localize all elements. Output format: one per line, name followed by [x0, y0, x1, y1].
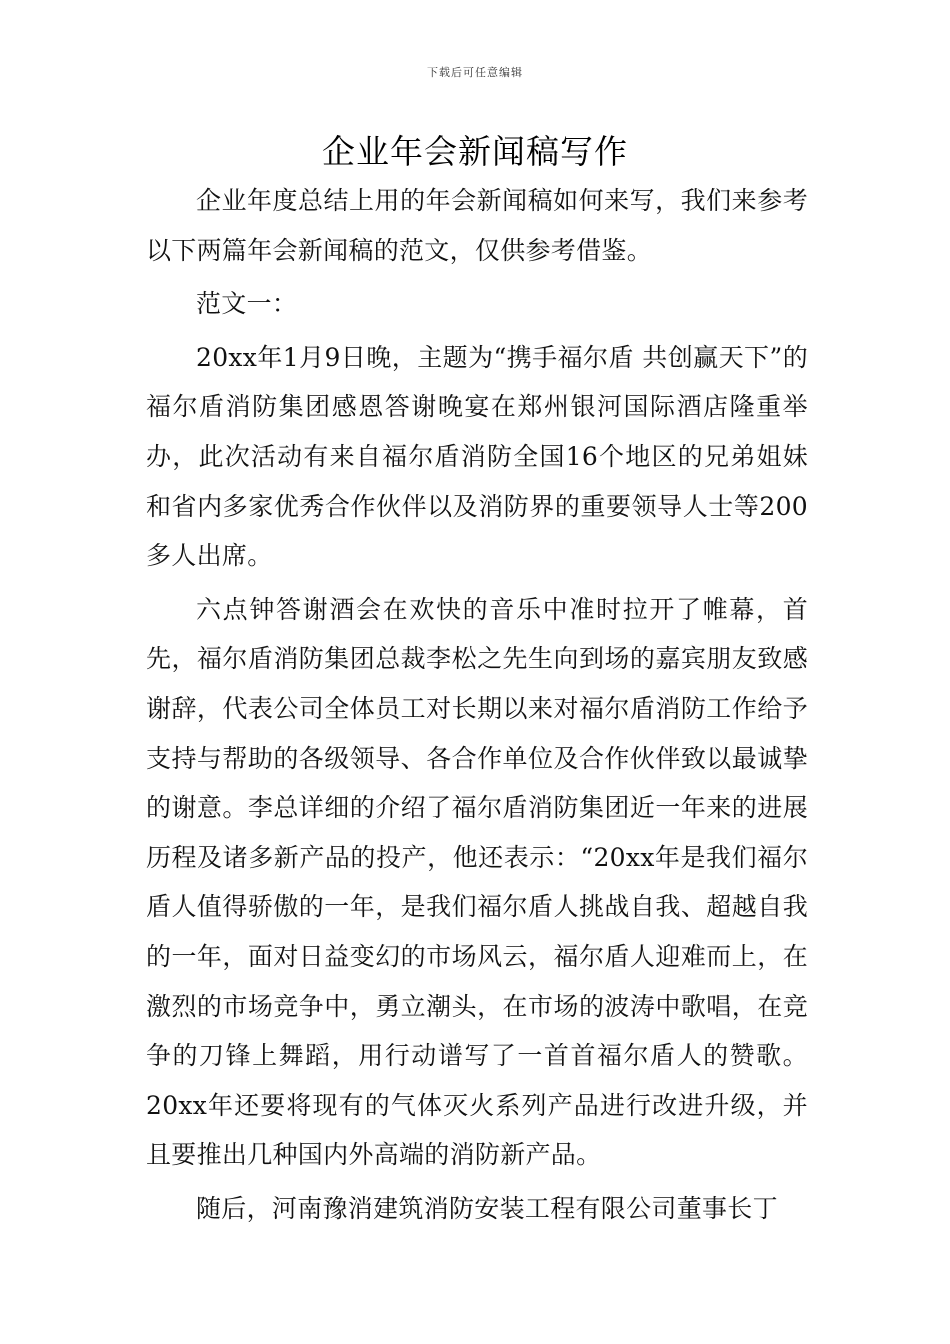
- header-note: 下载后可任意编辑: [427, 66, 523, 79]
- body-paragraph: 六点钟答谢酒会在欢快的音乐中准时拉开了帷幕，首先，福尔盾消防集团总裁李松之先生向到场的嘉宾朋友致感谢辞，代表公司全体员工对长期以来对福尔盾消防工作给予支持与帮助的各级领导、各合作单位及合作伙伴致以最诚挚的谢意。李总详细的介绍了福尔盾消防集团近一年来的进展历程及诸多新产品的投产，他还表示：“20xx年是我们福尔盾人值得骄傲的一年，是我们福尔盾人挑战自我、超越自我的一年，面对日益变幻的市场风云，福尔盾人迎难而上，在激烈的市场竞争中，勇立潮头，在市场的波涛中歌唱，在竞争的刀锋上舞蹈，用行动谱写了一首首福尔盾人的赞歌。20xx年还要将现有的气体灭火系列产品进行改进升级，并且要推出几种国内外高端的消防新产品。: [146, 594, 808, 1170]
- document-title: 企业年会新闻稿写作: [322, 132, 628, 171]
- document-body: [146, 176, 808, 1233]
- body-paragraph: 20xx年1月9日晚，主题为“携手福尔盾 共创赢天下”的福尔盾消防集团感恩答谢晚宴在郑州银河国际酒店隆重举办，此次活动有来自福尔盾消防全国16个地区的兄弟姐妹和省内多家优秀合作伙伴以及消防界的重要领导人士等200多人出席。: [146, 342, 808, 571]
- sample-heading: 范文一：: [196, 289, 298, 319]
- intro-paragraph: 企业年度总结上用的年会新闻稿如何来写，我们来参考以下两篇年会新闻稿的范文，仅供参考借鉴。: [146, 186, 808, 265]
- body-paragraph: 随后，河南豫消建筑消防安装工程有限公司董事长丁: [196, 1193, 778, 1223]
